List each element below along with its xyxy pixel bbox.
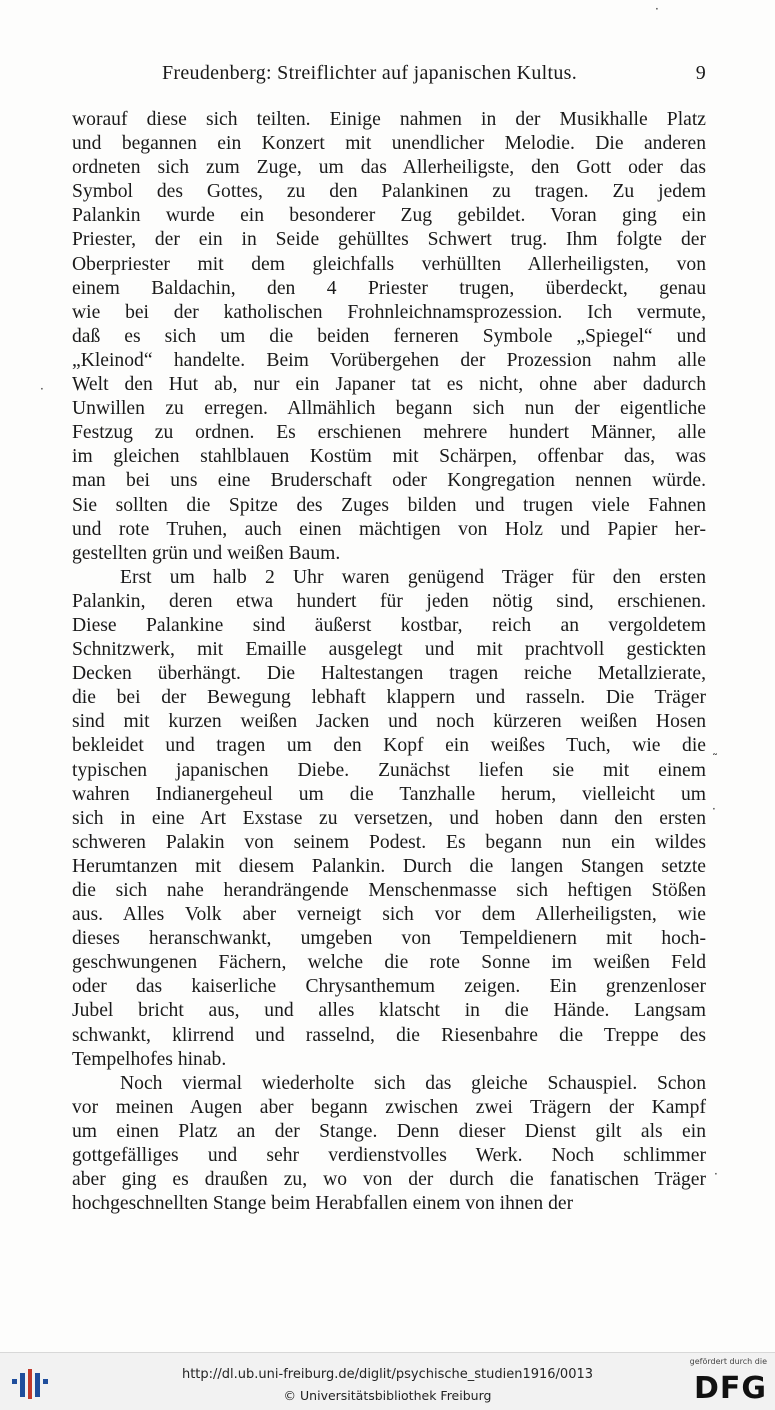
text-line: Herumtanzen mit diesem Palankin. Durch die langen Stangen setzte <box>72 855 706 877</box>
text-line: hochgeschnellten Stange beim Herabfallen einem von ihnen der <box>72 1193 574 1215</box>
text-line: Tempelhofes hinab. <box>72 1048 227 1070</box>
text-line: dieses heranschwankt, umgeben von Tempeldienern mit hoch- <box>72 928 706 950</box>
body-text <box>72 108 706 1216</box>
text-line: Noch viermal wiederholte sich das gleiche Schauspiel. Schon <box>120 1072 706 1094</box>
text-line: „Kleinod“ handelte. Beim Vorübergehen der Prozession nahm alle <box>72 349 706 371</box>
text-line: die sich nahe herandrängende Menschenmasse sich heftigen Stößen <box>72 880 706 901</box>
text-line: Oberpriester mit dem gleichfalls verhüllten Allerheiligsten, von <box>72 253 706 275</box>
text-line: im gleichen stahlblauen Kostüm mit Schärpen, offenbar das, was <box>72 446 706 468</box>
text-line: wie bei der katholischen Frohnleichnamsprozession. Ich vermute, <box>72 301 706 323</box>
text-line: gottgefälliges und sehr verdienstvolles Werk. Noch schlimmer <box>72 1145 706 1167</box>
text-line: Erst um halb 2 Uhr waren genügend Träger für den ersten <box>120 566 706 588</box>
margin-mark: ˜ <box>712 752 718 766</box>
margin-mark: · <box>712 802 716 816</box>
text-line: Festzug zu ordnen. Es erschienen mehrere hundert Männer, alle <box>72 422 706 444</box>
text-line: Palankin wurde ein besonderer Zug gebildet. Voran ging ein <box>72 205 706 227</box>
text-line: aber ging es draußen zu, wo von der durch die fanatischen Träger <box>72 1169 706 1191</box>
text-line: ordneten sich zum Zuge, um das Allerheiligste, den Gott oder das <box>72 157 706 179</box>
dfg-sponsor <box>685 1357 767 1407</box>
text-line: wahren Indianergeheul um die Tanzhalle herum, vielleicht um <box>72 783 706 805</box>
text-line: typischen japanischen Diebe. Zunächst liefen sie mit einem <box>72 759 706 781</box>
text-line: oder das kaiserliche Chrysanthemum zeigen. Ein grenzenloser <box>72 976 706 998</box>
text-line: Diese Palankine sind äußerst kostbar, reich an vergoldetem <box>72 614 706 636</box>
text-line: sich in eine Art Exstase zu versetzen, und hoben dann den ersten <box>72 807 706 829</box>
text-line: Priester, der ein in Seide gehülltes Schwert trug. Ihm folgte der <box>72 229 706 251</box>
text-line: Schnitzwerk, mit Emaille ausgelegt und mit prachtvoll gestickten <box>72 639 706 661</box>
page-number: 9 <box>695 62 706 84</box>
margin-dot: · <box>655 2 659 16</box>
text-line: schwankt, klirrend und rasselnd, die Riesenbahre die Treppe des <box>72 1024 706 1046</box>
text-line: und rote Truhen, auch einen mächtigen von Holz und Papier her- <box>72 518 706 540</box>
viewer-footer <box>0 1352 775 1410</box>
text-line: Sie sollten die Spitze des Zuges bilden und trugen viele Fahnen <box>72 494 706 516</box>
text-line: um einen Platz an der Stange. Denn dieser Dienst gilt als ein <box>72 1120 706 1142</box>
text-line: aus. Alles Volk aber verneigt sich vor dem Allerheiligsten, wie <box>72 904 706 926</box>
text-line: gestellten grün und weißen Baum. <box>72 542 341 564</box>
text-line: Decken überhängt. Die Haltestangen tragen reiche Metallzierate, <box>72 663 706 685</box>
running-title: Freudenberg: Streiflichter auf japanischen Kultus. <box>162 62 578 84</box>
text-line: man bei uns eine Bruderschaft oder Kongregation nennen würde. <box>72 470 706 492</box>
text-line: Unwillen zu erregen. Allmählich begann sich nun der eigentliche <box>72 398 706 420</box>
copyright-notice: © Universitätsbibliothek Freiburg <box>283 1388 492 1403</box>
text-line: Symbol des Gottes, zu den Palankinen zu tragen. Zu jedem <box>72 181 706 203</box>
page-url[interactable]: http://dl.ub.uni-freiburg.de/diglit/psychische_studien1916/0013 <box>181 1367 594 1382</box>
text-line: die bei der Bewegung lebhaft klappern und rasseln. Die Träger <box>72 687 706 709</box>
text-line: Palankin, deren etwa hundert für jeden nötig sind, erschienen. <box>72 590 706 612</box>
text-line: geschwungenen Fächern, welche die rote Sonne im weißen Feld <box>72 952 706 974</box>
text-line: Welt den Hut ab, nur ein Japaner tat es nicht, ohne aber dadurch <box>72 374 706 396</box>
margin-dot: · <box>714 1167 718 1181</box>
text-line: daß es sich um die beiden ferneren Symbole „Spiegel“ und <box>72 325 706 347</box>
text-line: vor meinen Augen aber begann zwischen zwei Trägern der Kampf <box>72 1096 706 1118</box>
text-line: sind mit kurzen weißen Jacken und noch kürzeren weißen Hosen <box>72 711 706 733</box>
text-line: worauf diese sich teilten. Einige nahmen in der Musikhalle Platz <box>72 109 706 130</box>
text-line: Jubel bricht aus, und alles klatscht in die Hände. Langsam <box>72 1000 706 1022</box>
sponsor-caption: gefördert durch die <box>689 1357 767 1366</box>
dfg-logo: DFG <box>693 1371 767 1406</box>
text-line: bekleidet und tragen um den Kopf ein weißes Tuch, wie die <box>72 735 706 757</box>
text-line: schweren Palakin von seinem Podest. Es begann nun ein wildes <box>72 831 706 853</box>
margin-dot: · <box>40 382 44 396</box>
text-line: und begannen ein Konzert mit unendlicher Melodie. Die anderen <box>72 133 706 155</box>
text-line: einem Baldachin, den 4 Priester trugen, überdeckt, genau <box>72 277 706 299</box>
